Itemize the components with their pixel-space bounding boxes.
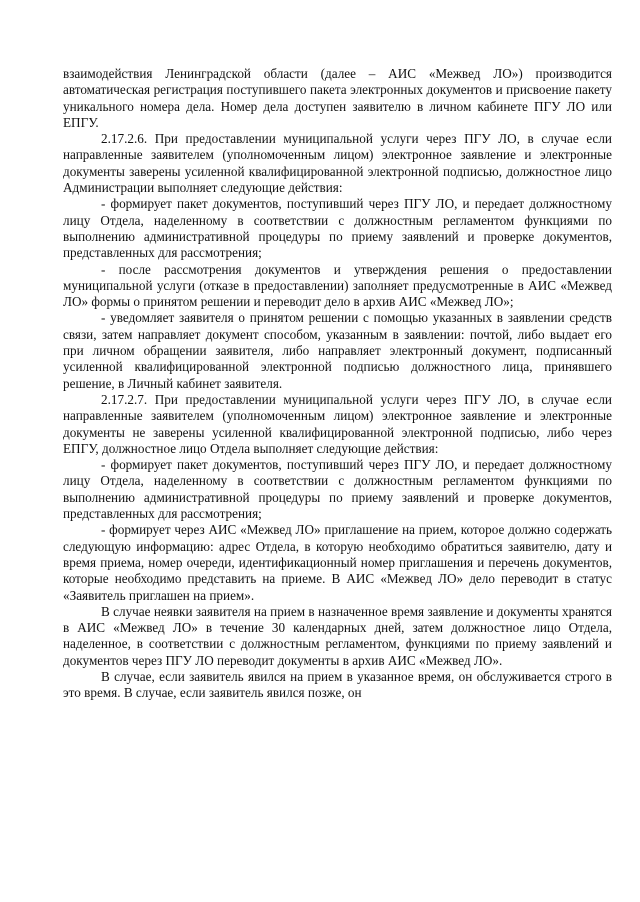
document-page [63,66,612,702]
paragraph-on-time: В случае, если заявитель явился на прием в указанное время, он обслуживается строго в это время. В случае, если заявитель явился позже, он [63,668,612,701]
list-item-notify-applicant: - уведомляет заявителя о принятом решении с помощью указанных в заявлении средств связи, затем направляет документ способом, указанным в заявлении: почтой, либо выдает его при личном обращении заявителя, либо направляет электронный документ, подписанный усиленной квалифицированной электронной подписью должностного лица, принявшего решение, в Личный кабинет заявителя. [63,310,612,391]
paragraph-2-17-2-6: 2.17.2.6. При предоставлении муниципальной услуги через ПГУ ЛО, в случае если направленные заявителем (уполномоченным лицом) электронное заявление и электронные документы заверены усиленной квалифицированной электронной подписью, должностное лицо Администрации выполняет следующие действия: [63,131,612,196]
paragraph-continuation: взаимодействия Ленинградской области (далее – АИС «Межвед ЛО») производится автоматическая регистрация поступившего пакета электронных документов и присвоение пакету уникального номера дела. Номер дела доступен заявителю в личном кабинете ПГУ ЛО или ЕПГУ. [63,66,612,130]
list-item-fill-forms: - после рассмотрения документов и утверждения решения о предоставлении муниципальной услуги (отказе в предоставлении) заполняет предусмотренные в АИС «Межвед ЛО» формы о принятом решении и переводит дело в архив АИС «Межвед ЛО»; [63,261,612,310]
paragraph-no-show: В случае неявки заявителя на прием в назначенное время заявление и документы хранятся в АИС «Межвед ЛО» в течение 30 календарных дней, затем должностное лицо Отдела, наделенное, в соответствии с должностным регламентом, функциями по приему заявлений и документов через ПГУ ЛО переводит документы в архив АИС «Межвед ЛО». [63,603,612,668]
list-item-form-package: - формирует пакет документов, поступивший через ПГУ ЛО, и передает должностному лицу Отдела, наделенному в соответствии с должностным регламентом функциями по выполнению административной процедуры по приему заявлений и проверке документов, представленных для рассмотрения; [63,196,612,261]
list-item-form-package-2: - формирует пакет документов, поступивший через ПГУ ЛО, и передает должностному лицу Отдела, наделенному в соответствии с должностным регламентом функциями по выполнению административной процедуры по приему заявлений и проверке документов, представленных для рассмотрения; [63,457,612,522]
paragraph-2-17-2-7: 2.17.2.7. При предоставлении муниципальной услуги через ПГУ ЛО, в случае если направленные заявителем (уполномоченным лицом) электронное заявление и электронные документы не заверены усиленной квалифицированной электронной подписью, либо через ЕПГУ, должностное лицо Отдела выполняет следующие действия: [63,391,612,456]
list-item-invitation: - формирует через АИС «Межвед ЛО» приглашение на прием, которое должно содержать следующую информацию: адрес Отдела, в которую необходимо обратиться заявителю, дату и время приема, номер очереди, идентификационный номер приглашения и перечень документов, которые необходимо представить на приеме. В АИС «Межвед ЛО» дело переводит в статус «Заявитель приглашен на прием». [63,522,612,603]
